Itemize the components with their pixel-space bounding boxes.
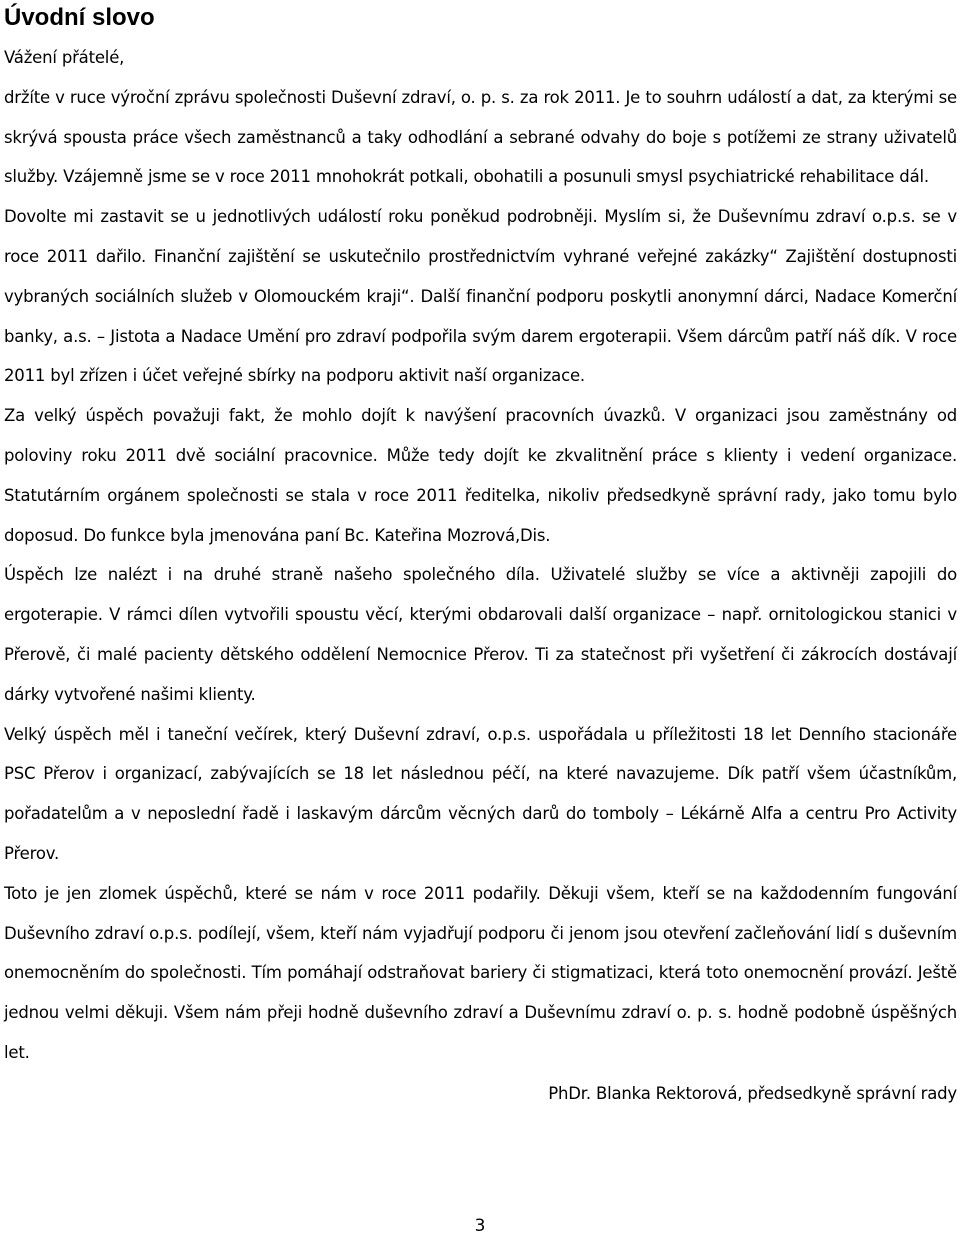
- document-page: [4, 0, 957, 1112]
- page-title: Úvodní slovo: [4, 4, 155, 31]
- page-number: 3: [474, 1216, 486, 1236]
- paragraph-thanks: Toto je jen zlomek úspěchů, které se nám v roce 2011 podařily. Děkuji všem, kteří se na každodenním fungování Duševního zdraví o.p.s. podílejí, všem, kteří nám vyjadřují podporu či jenom jsou otevření začleňování lidí s duševním onemocněním do společnosti. Tím pomáhají odstraňovat bariery či stigmatizaci, která toto onemocnění provází. Ještě jednou velmi děkuji. Všem nám přeji hodně duševního zdraví a Duševnímu zdraví o. p. s. hodně podobně úspěšných let.: [4, 883, 957, 1062]
- signature: PhDr. Blanka Rektorová, předsedkyně správní rady: [548, 1083, 957, 1103]
- paragraph-intro: držíte v ruce výroční zprávu společnosti Duševní zdraví, o. p. s. za rok 2011. Je to souhrn událostí a dat, za kterými se skrývá spousta práce všech zaměstnanců a taky odhodlání a sebrané odvahy do boje s potížemi ze strany uživatelů služby. Vzájemně jsme se v roce 2011 mnohokrát potkali, obohatili a posunuli smysl psychiatrické rehabilitace dál.: [4, 87, 957, 187]
- paragraph-ergotherapy: Úspěch lze nalézt i na druhé straně našeho společného díla. Uživatelé služby se více a aktivněji zapojili do ergoterapie. V rámci dílen vytvořili spoustu věcí, kterými obdarovali další organizace – např. ornitologickou stanici v Přerově, či malé pacienty dětského oddělení Nemocnice Přerov. Ti za statečnost při vyšetření či zákrocích dostávají dárky vytvořené našimi klienty.: [4, 565, 957, 704]
- paragraph-events: Dovolte mi zastavit se u jednotlivých událostí roku poněkud podrobněji. Myslím si, že Duševnímu zdraví o.p.s. se v roce 2011 dařilo. Finanční zajištění se uskutečnilo prostřednictvím vyhrané veřejné zakázky“ Zajištění dostupnosti vybraných sociálních služeb v Olomouckém kraji“. Další finanční podporu poskytli anonymní dárci, Nadace Komerční banky, a.s. – Jistota a Nadace Umění pro zdraví podpořila svým darem ergoterapii. Všem dárcům patří náš dík. V roce 2011 byl zřízen i účet veřejné sbírky na podporu aktivit naší organizace.: [4, 207, 957, 386]
- greeting: Vážení přátelé,: [4, 48, 125, 67]
- paragraph-staffing: Za velký úspěch považuji fakt, že mohlo dojít k navýšení pracovních úvazků. V organizaci jsou zaměstnány od poloviny roku 2011 dvě sociální pracovnice. Může tedy dojít ke zkvalitnění práce s klienty i vedení organizace. Statutárním orgánem společnosti se stala v roce 2011 ředitelka, nikoliv předsedkyně správní rady, jako tomu bylo doposud. Do funkce byla jmenována paní Bc. Kateřina Mozrová,Dis.: [4, 406, 957, 545]
- paragraph-dance-party: Velký úspěch měl i taneční večírek, který Duševní zdraví, o.p.s. uspořádala u příležitosti 18 let Denního stacionáře PSC Přerov i organizací, zabývajících se 18 let následnou péčí, na které navazujeme. Dík patří všem účastníkům, pořadatelům a v neposlední řadě i laskavým dárcům věcných darů do tomboly – Lékárně Alfa a centru Pro Activity Přerov.: [4, 724, 957, 863]
